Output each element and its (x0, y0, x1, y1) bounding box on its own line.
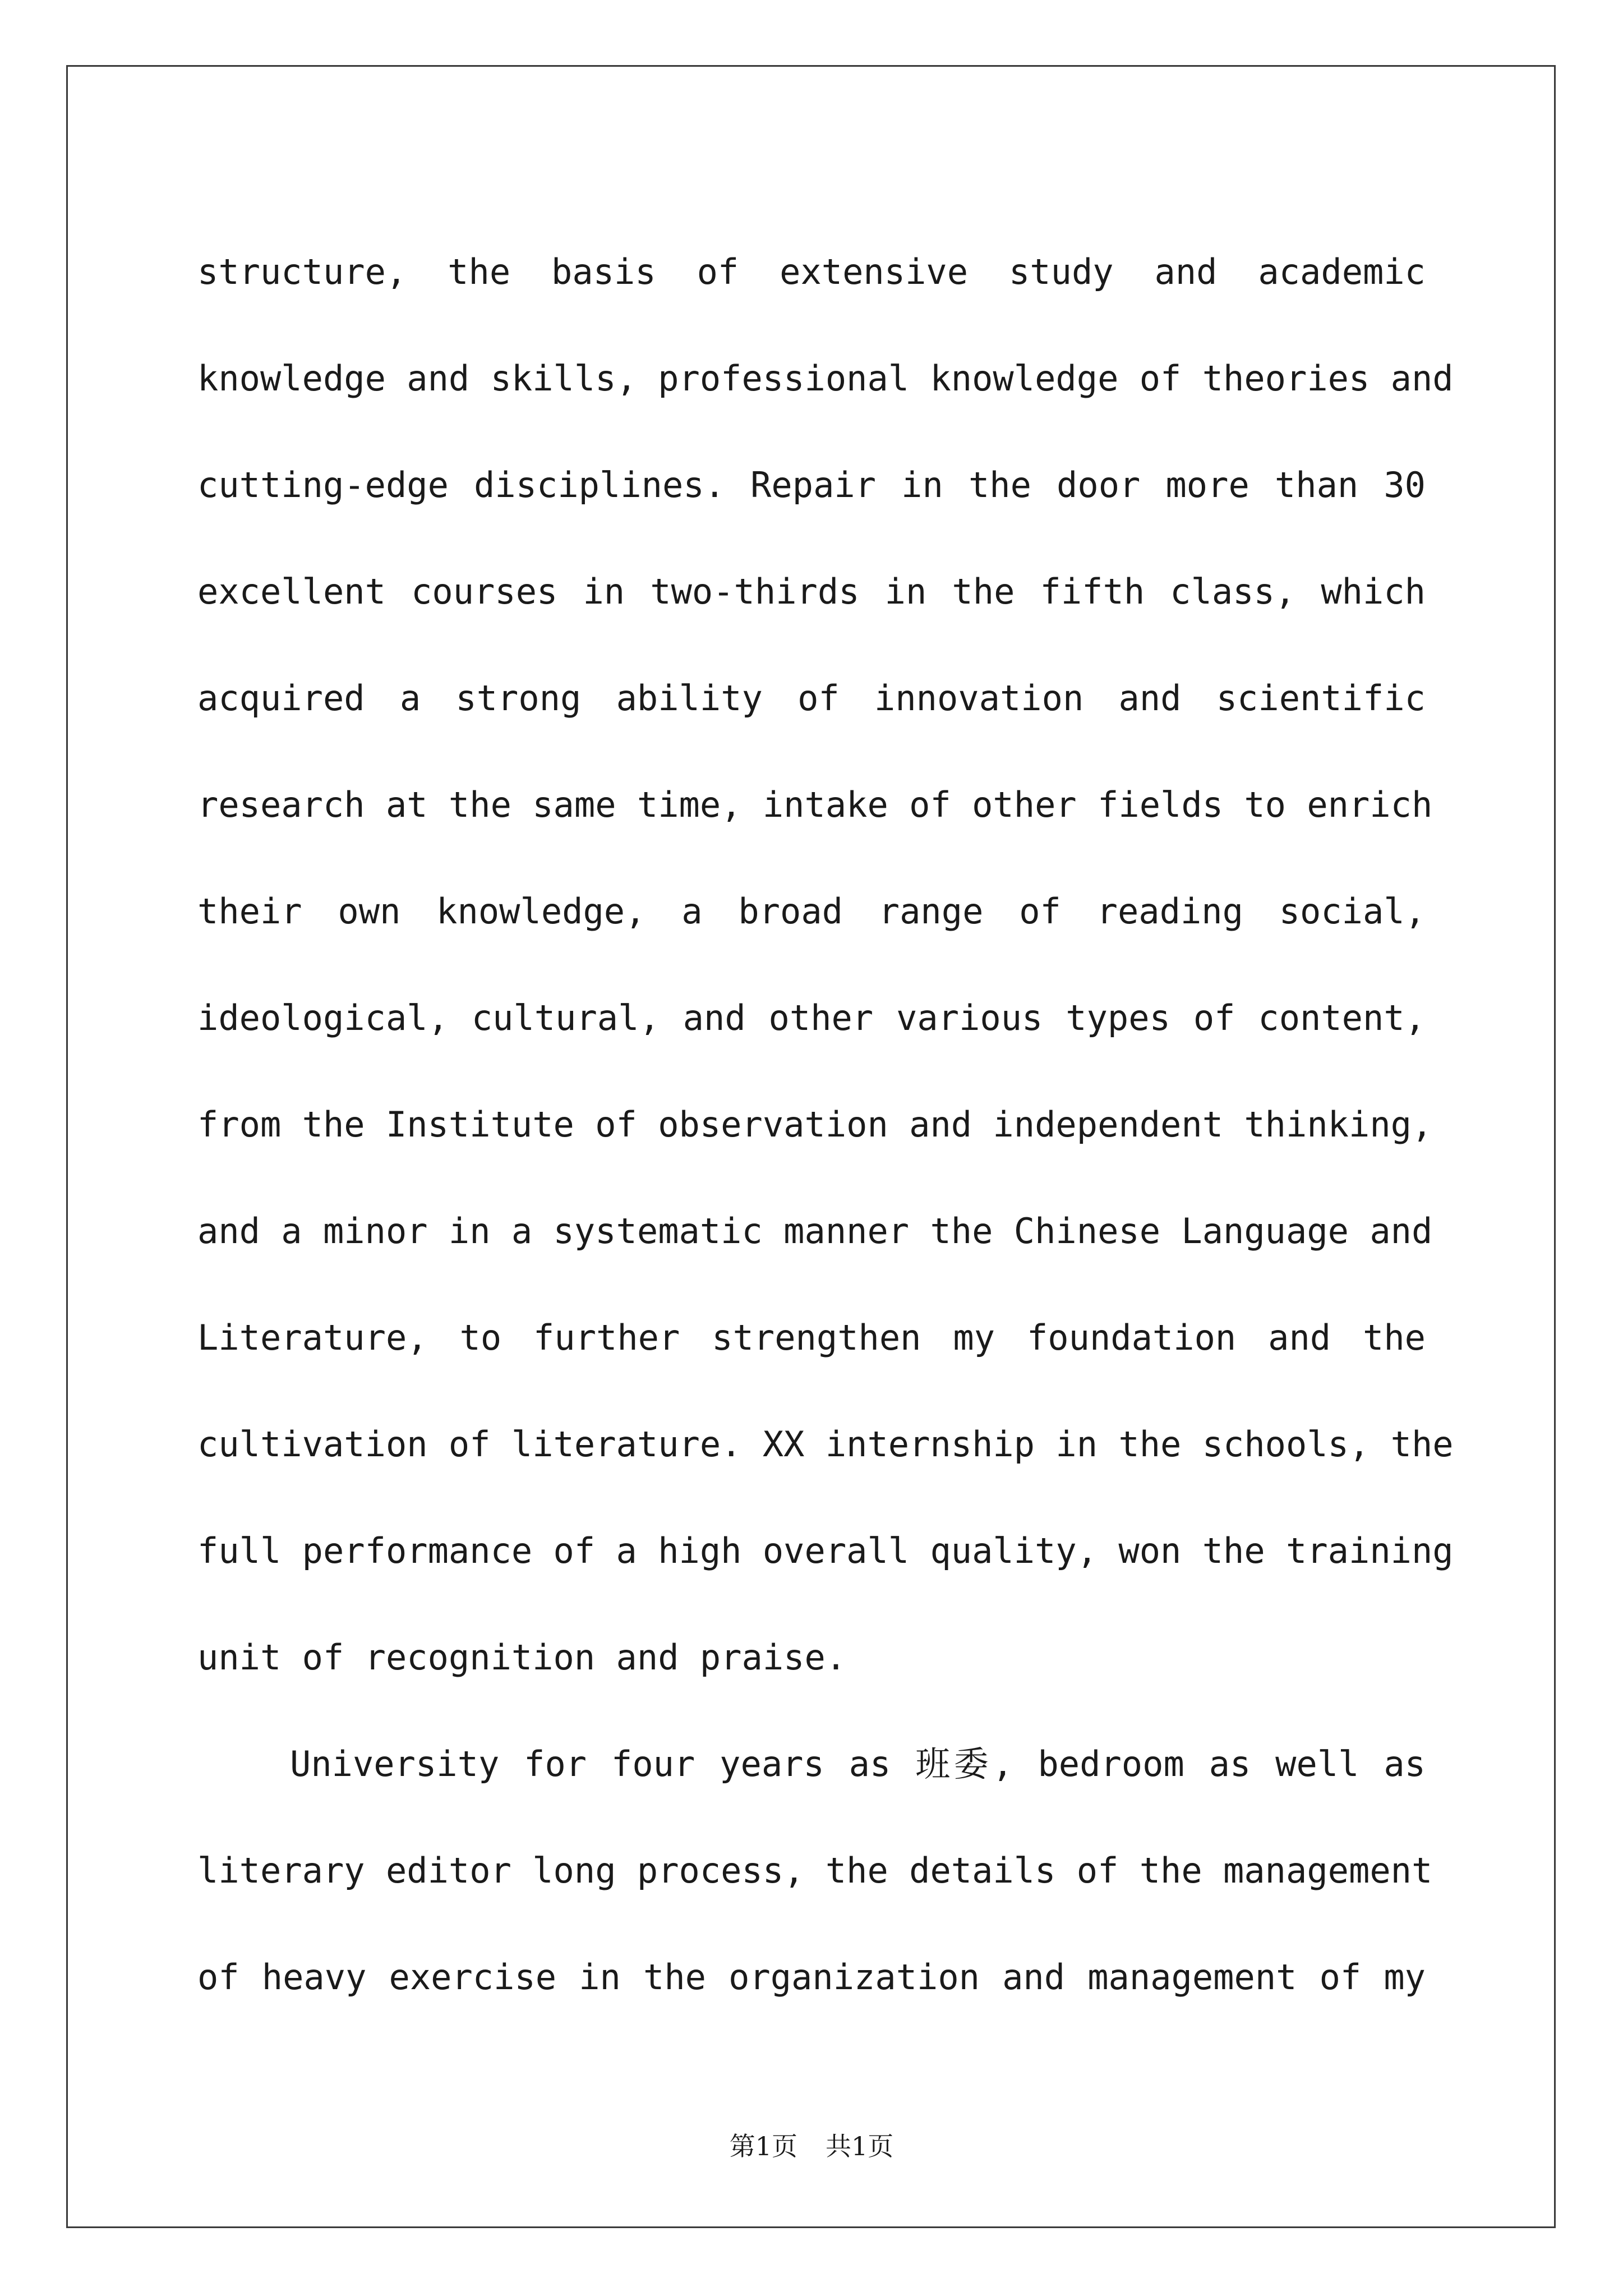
text-line: and a minor in a systematic manner the Chinese Language and (197, 1211, 1433, 1251)
page-number-current: 第1页 (729, 2131, 797, 2161)
page-footer (0, 2126, 1623, 2163)
text-line-paragraph-start: University for four years as 班委, bedroom as well as (290, 1743, 1426, 1784)
text-line: of heavy exercise in the organization and management of my (197, 1957, 1426, 1998)
text-line: Literature, to further strengthen my foundation and the (197, 1317, 1426, 1358)
text-line: their own knowledge, a broad range of reading social, (197, 891, 1426, 932)
text-line: literary editor long process, the details of the management (197, 1850, 1433, 1891)
text-line: cutting-edge disciplines. Repair in the door more than 30 (197, 464, 1426, 505)
text-line-paragraph-end: unit of recognition and praise. (197, 1637, 847, 1678)
text-line: full performance of a high overall quality, won the training (197, 1530, 1454, 1571)
text-line: acquired a strong ability of innovation and scientific (197, 678, 1426, 719)
text-line: research at the same time, intake of other fields to enrich (197, 784, 1433, 825)
text-line: knowledge and skills, professional knowledge of theories and (197, 358, 1454, 399)
text-line: from the Institute of observation and independent thinking, (197, 1104, 1433, 1145)
text-line: structure, the basis of extensive study and academic (197, 251, 1426, 292)
text-line: ideological, cultural, and other various types of content, (197, 997, 1426, 1038)
page-number-total: 共1页 (826, 2131, 894, 2161)
text-line: excellent courses in two-thirds in the fifth class, which (197, 571, 1426, 612)
text-line: cultivation of literature. XX internship in the schools, the (197, 1424, 1454, 1465)
body-text (197, 219, 1454, 2031)
